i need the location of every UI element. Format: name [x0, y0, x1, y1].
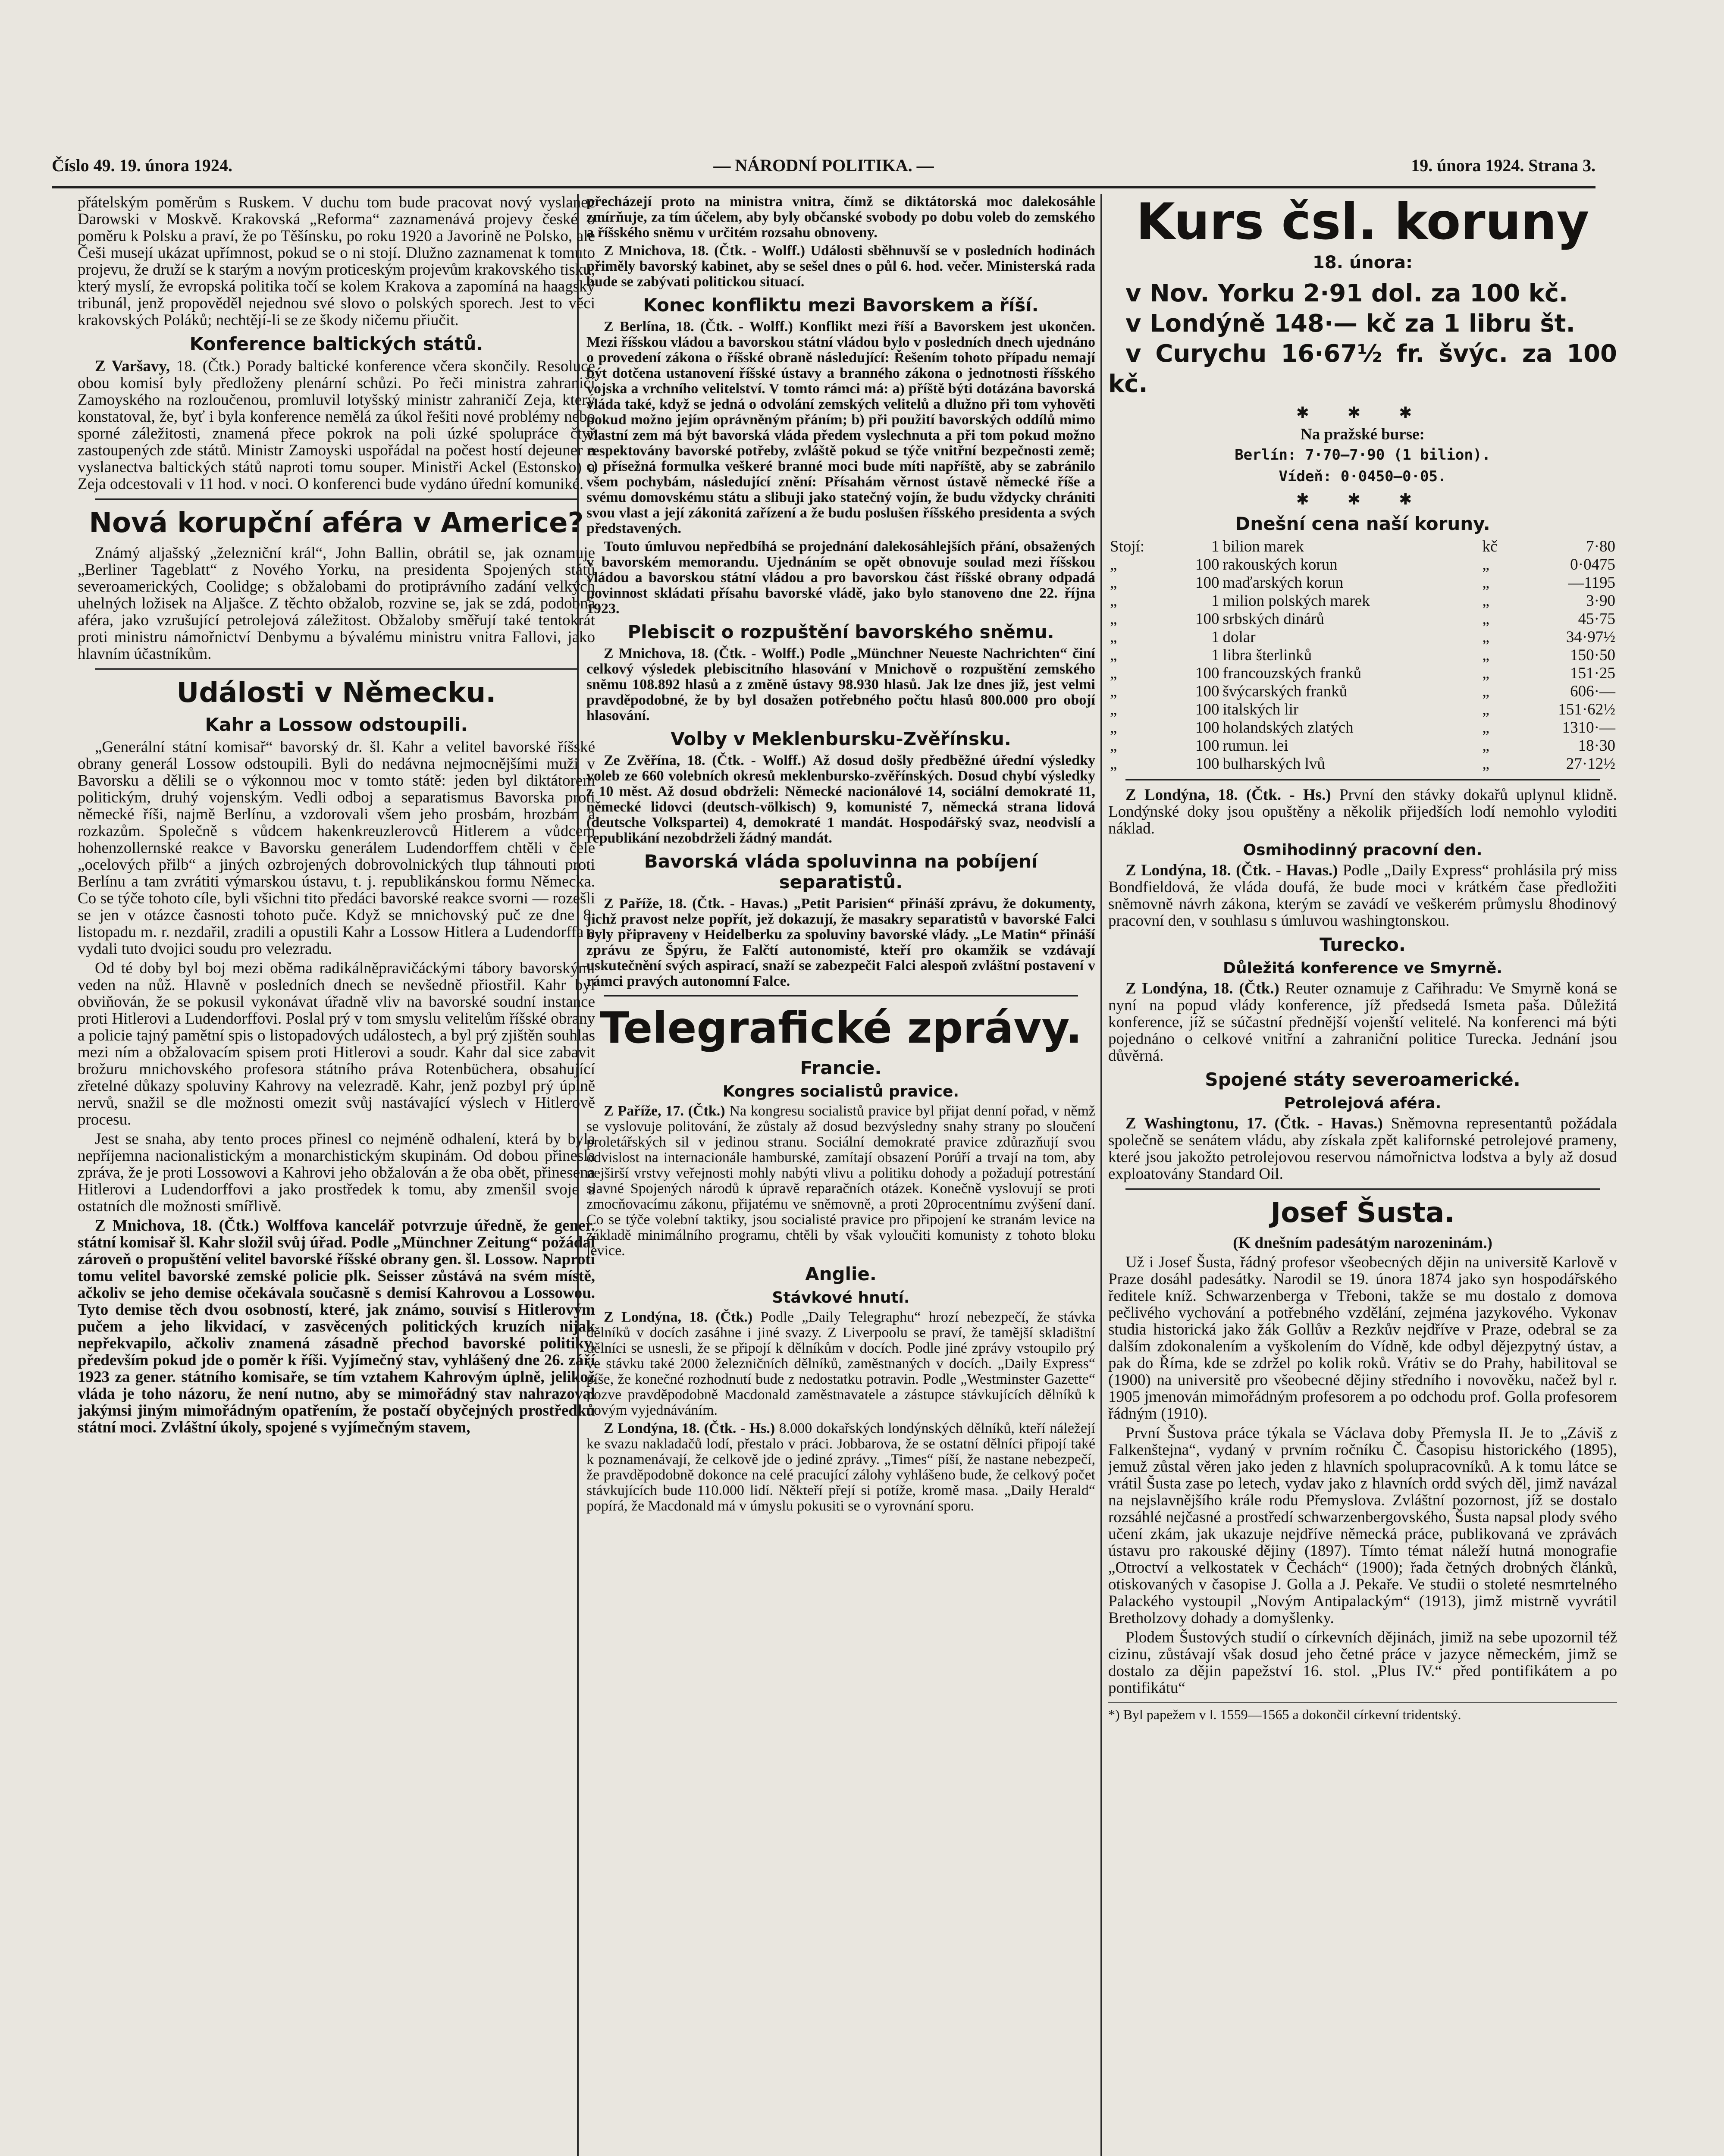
article-text: Touto úmluvou nepředbíhá se projednání dalekosáhlejších přání, obsažených v bavorském memorandu. Ujednáním se opět obnovuje soulad mezi říšskou vládou a bavorskou státní vládou a pro bavorskou část říšské obrany odpadá povinnost skládati přísahu bavorské vládě, jako bylo stanoveno dne 22. října 1923. — [586, 539, 1095, 617]
table-row: „ 100 rakouských korun „ 0·0475 — [1110, 556, 1615, 573]
article-text — [586, 319, 1095, 536]
divider — [604, 995, 1078, 997]
kurs-title: Kurs čsl. koruny — [1136, 194, 1589, 251]
rate-berlin: Berlín: 7·70—7·90 (1 bilion). — [1235, 446, 1491, 464]
article-body: Konflikt mezi říší a Bavorskem jest ukončen. Mezi říšskou vládou a bavorskou státní vládou bylo v posledních dnech ujednáno o provedení zákona o říšské obraně následující: Řešením tohoto případu nemají být dotčena ustanovení říšské ústavy a branného zákona o jednotnosti říšského vojska a vrchního velitelství. V tomto rámci má: a) příště býti dotázána bavorská vláda také, když se jedná o odvolání zemských velitelů a dlužno při tom vyhověti pokud možno jejím oprávněným přáním; b) při použití bavorských oddílů mimo vlastní zem má být bavorská vláda předem vyslechnuta a při tom pokud možno respektovány bavorské potřeby, zvláště pokud se týče vnitřní bezpečnosti země; c) přísežná formulka veškeré branné moci bude míti napříště, aby se zabránilo všem pochybám, následující znění: Přísahám věrnost ústavě německé říše a svému domovskému státu a slibuji jako statečný vojín, že budu vždycky chrániti svou vlast a její zákonitá zařízení a že budu poslušen říšského presidenta a svých představených. — [586, 319, 1095, 536]
divider — [95, 668, 578, 670]
currency-table — [1108, 538, 1617, 773]
table-row: „ 100 italských lir „ 151·62½ — [1110, 701, 1615, 718]
header-page: 19. února 1924. Strana 3. — [1411, 156, 1595, 175]
table-row: „ 100 rumun. lei „ 18·30 — [1110, 737, 1615, 755]
article-body: Wolffova kancelář potvrzuje úředně, že gener. státní komisař šl. Kahr složil svůj úřad. Podle „Münchner Zeitung“ požádal zároveň o propuštění velitel bavorské říšské obrany gen. šl. Lossow. Naproti tomu velitel bavorské zemské policie plk. Seisser zůstává na svém místě, ačkoliv se jeho demise očekávala současně s demisí Kahrovou a Lossowou. Tyto demise těch dvou osobností, které, jak známo, souvisí s Hitlerovým pučem a jeho likvidací, v zasvěcených politických kruzích nijak nepřekvapilo, ačkoliv znamená zásadně přechod bavorské politiky, především pokud jde o poměr k říši. Vyjímečný stav, vyhlášený dne 26. září 1923 za gener. státního komisaře, se tím vztahem Kahrovým úplně, jelikož vláda je toho názoru, že není nutno, aby se mimořádný stav nahrazoval jakýmsi jiným mimořádným opatřením, že postačí obyčejných prostředků státní moci. Zvláštní úkoly, spojené s vyjímečným stavem, — [78, 1217, 595, 1436]
article-text: Od té doby byl boj mezi oběma radikálněpravičáckými tábory bavorskými veden na nůž. Hlavně v posledních dnech se nevšedně přiostřil. Kahr byl obviňován, že se pokusil vykonávat úřadně vliv na bavorské soudní instance proti Hitlerovi a Ludendorffovi. Poslal prý v tom smyslu velitelům říšské obrany a policie tajný pamětní spis o listopadových událostech, a byl prý zjištěn souhlas mezi ním a obžalovacím spisem proti Hitlerovi a soudr. Kahr dal sice zabavit brožuru mnichovského profesora státního práva Rotenbüchera, obsahující zřetelné důkazy spoluviny Kahrovy na velezradě. Kahr, jenž pozbyl prý úplně nervů, snažil se dle možnosti omezit svůj nastávající výslech v Hitlerově procesu. — [78, 959, 595, 1128]
table-row: „ 1 dolar „ 34·97½ — [1110, 628, 1615, 646]
divider — [95, 498, 578, 500]
article-text — [586, 1103, 1095, 1259]
headline-turecko: Turecko. — [1320, 934, 1406, 955]
article-body: První den stávky dokařů uplynul klidně. Londýnské doky jsou opuštěny a několik přijedších lodí nemohlo vyloditi náklad. — [1108, 786, 1617, 837]
headline-spojene-staty: Spojené státy severoamerické. — [1205, 1069, 1520, 1090]
subhead-stavka: Stávkové hnutí. — [772, 1289, 910, 1307]
dateline: Z Londýna, 18. (Čtk. - Havas.) — [1125, 862, 1338, 879]
header-rule — [52, 186, 1595, 188]
article-text: „Generální státní komisař“ bavorský dr. šl. Kahr a velitel bavorské říšské obrany generál Lossow odstoupili. Byli do nedávna nejmocnějšími muži v Bavorsku a dělili se o výkonnou moc v tomto státě: jeden byl diktátorem politickým, druhý vojenským. Vedli odboj a separatismus Bavorska proti německé říši, najmě Berlínu, a vzdorovali všem jeho prosbám, hrozbám a rozkazům. Společně s vůdcem hakenkreuzlerovců Hitlerem a vůdcem hohenzollernské reakce v Bavorsku generálem Ludendorffem chtěli v čele „ocelových přilb“ a jiných ozbrojených dobrovolnických tlup táhnouti proti Berlínu a tam zvrátiti výmarskou ústavu, t. j. republikánskou formu Německa. Co se týče tohoto cíle, byli všichni tito předáci bavorské reakce svorni — rozešli se jen v otázce časnosti tohoto puče. Když se mnichovský puč ze dne 8. listopadu m. r. nezdařil, zradili a opustili Kahr a Lossow Hitlera a Ludendorffa a vydali tuto dvojici soudu pro velezradu. — [78, 738, 595, 958]
article-body: Podle „Daily Telegraphu“ hrozí nebezpečí, že stávka dělníků v docích zasáhne i jiné svazy. Z Liverpoolu se praví, že tamější skladištní dělníci se usnesli, že se připojí k dělníkům v docích. Podle jiné zprávy vstoupilo prý ve stávku také 2000 železničních dělníků, zaměstnaných v docích. „Daily Express“ píše, že konečné rozhodnutí bude z nedostatku potravin. Podle „Westminster Gazette“ pozve pravděpodobně Macdonald zaměstnavatele a zástupce stávkujících dělníků k novým vyjednáváním. — [586, 1309, 1095, 1418]
subhead-osmihodinny: Osmihodinný pracovní den. — [1243, 841, 1483, 859]
headline-susta: Josef Šusta. — [1270, 1197, 1455, 1229]
headline-baltic: Konference baltických států. — [189, 333, 483, 354]
article-body: „Petit Parisien“ přináší zprávu, že dokumenty, jichž pravost nelze popřít, jež dokazují, že masakry separatistů v bavorské Falci byly připraveny v Heidelberku za spoluviny bavorské vlády. „Le Matin“ přináší zprávu ze Špýru, že Falčtí autonomisté, kteří pro okamžik se vzdávají uskutečnění svých aspirací, snaží se zabezpečit Falci alespoň zvláštní postavení v rámci pravých autonomní Falce. — [586, 896, 1095, 989]
dateline: Z Paříže, 18. (Čtk. - Havas.) — [604, 896, 788, 912]
article-text — [1108, 980, 1617, 1064]
headline-plebiscit: Plebiscit o rozpuštění bavorského sněmu. — [627, 621, 1054, 642]
article-body: Podle „Münchner Neueste Nachrichten“ činí celkový výsledek plebiscitního hlasování v Mnichově o rozpuštění zemského sněmu 108.892 hlasů a z změně ústavy 98.930 hlasů. Jak lze dnes již, jest velmi pravděpodobné, že by byl dosažen potřebného počtu hlasů 800.000 pro obojí hlasování. — [586, 646, 1095, 724]
subhead-kongres: Kongres socialistů pravice. — [722, 1083, 959, 1100]
article-text: První Šustova práce týkala se Václava doby Přemysla II. Je to „Záviš z Falkenštejna“, vydaný v prvním ročníku Č. Časopisu historického (1895), jemuž zůstal věren jako jeden z hlavních spolupracovníků. A k tomu látce se vrátil Šusta zase po letech, vydav jako z hlavních ordd svých děl, jimž navázal na nejslavnějšího krále rodu Přemyslova. Zvláštní pozornost, jíž se dostalo rozsáhlé nejčasné a prostředí schwarzenbergovského, Šusta napsal plody svého učení zkám, jak ukazuje nejdříve německá práce, publikovaná ve zprávách ústavu pro rakouské dějiny (1897). Tímto témat náleží hutná monografie „Otroctví a velkostatek v Čechách“ (1900); řada četných drobných článků, otiskovaných v časopise J. Golla a J. Pekaře. Ve studii o stoleté nesmrtelného Palackého vystoupil „Novým Antipalackým“ (1913), jimž mistrně vyvrátil Bretholzovy dohady a domyšlenky. — [1108, 1424, 1617, 1627]
dateline: Z Berlína, 18. (Čtk. - Wolff.) — [604, 319, 793, 335]
table-row: „ 1 milion polských marek „ 3·90 — [1110, 592, 1615, 610]
divider — [1125, 1188, 1600, 1190]
article-text: Už i Josef Šusta, řádný profesor všeobecných dějin na universitě Karlově v Praze dosáhl padesátky. Narodil se 19. února 1874 jako syn hospodářského ředitele kníž. Schwarzenberga v Třeboni, takže se mu dostalo z domova pečlivého vychování a potřebného vzdělání, zejména jazykového. Vykonav studia historická jako žák Gollův a Rezkův nejdříve v Praze, odebral se za dalším zdokonalením a vyškolením do Vídně, kde odbyl dějezpytný ústav, a pak do Říma, kde se zdržel po kolik roků. Vrátiv se do Prahy, habilitoval se (1900) na universitě pro všeobecné dějiny středního i novověku, načež byl r. 1905 jmenován mimořádným profesorem a po odchodu prof. Golla profesorem řádným (1910). — [1108, 1253, 1617, 1423]
headline-separatiste: Bavorská vláda spoluvinna na pobíjení separatistů. — [644, 851, 1038, 893]
article-text: přátelským poměrům s Ruskem. V duchu tom bude pracovat nový vyslanec Darowski v Moskvě. Krakovská „Reforma“ zaznamenává projevy české o poměru k Polsku a praví, že po Těšínsku, po roku 1920 a Javorině ne Polsko, ale Češi musejí ukázat upřímnost, pokud se o ni stojí. Dlužno zaznamenat k tomuto projevu, že druží se k starým a novým proticeským projevům krakovského tisku, který myslí, že evropská politika točí se kolem Krakova a zapomíná na haagský tribunál, jenž propověděl nejednou své slovo o polských sporech. Jest to věci krakovských Poláků; nechtějí-li se ze škody ničemu přiučit. — [78, 194, 595, 329]
subhead-kahr: Kahr a Lossow odstoupili. — [205, 714, 468, 735]
table-row: „ 100 bulharských lvů „ 27·12½ — [1110, 755, 1615, 773]
article-text: Známý aljašský „železniční král“, John Ballin, obrátil se, jak oznamuje „Berliner Tageblatt“ z Nového Yorku, na presidenta Spojených států severoamerických, Coolidge; s obžalobami do protiprávního zadání velkých uhelných ložisek na Aljašce. Z těchto obžalob, rozvine se, jak se zdá, podobná aféra, jako vzrušující petrolejová záležitost. Obžaloby směřují také tentokrát proti ministru námořnictví Denbymu a bývalému ministru vnitra Fallovi, jako hlavním účastníkům. — [78, 544, 595, 663]
article-text: přecházejí proto na ministra vnitra, čímž se diktátorská moc dalekosáhle zmírňuje, za tím účelem, aby byly občanské svobody po dobu voleb do zemského a říšského sněmu v určitém rozsahu obnoveny. — [586, 194, 1095, 241]
rate-zurich: v Curychu 16·67½ fr. švýc. za 100 kč. — [1108, 340, 1617, 398]
dateline: Z Paříže, 17. (Čtk.) — [604, 1103, 725, 1119]
article-body: Reuter oznamuje z Cařihradu: Ve Smyrně koná se nyní na popud vlády konference, jíž předsedá Ismeta paša. Důležitá konference, jíž se súčastní přednější vojenští velitelé. Na konferenci má býti pojednáno o celkové vnitřní a zahraniční politice Turecka. Jednání jsou důvěrná. — [1108, 980, 1617, 1065]
article-text — [586, 753, 1095, 846]
rate-vienna: Vídeň: 0·0450—0·05. — [1279, 468, 1447, 485]
column-divider — [1100, 194, 1102, 2156]
stoji-label: Stojí: — [1110, 538, 1145, 555]
article-text — [586, 646, 1095, 724]
header-masthead: — NÁRODNÍ POLITIKA. — — [713, 156, 934, 175]
subhead-konference: Důležitá konference ve Smyrně. — [1223, 959, 1502, 977]
subhead-francie: Francie. — [800, 1057, 882, 1078]
article-body: Sněmovna representantů požádala společně se senátem vládu, aby získala zpět kalifornské petrolejové prameny, které jsou jakožto petrolejovou reservou námořnictva lodstva a byly až dosud exploatovány Standard Oil. — [1108, 1115, 1617, 1183]
article-text — [1108, 862, 1617, 929]
star-divider: ✱ ✱ ✱ — [1296, 491, 1429, 508]
article-body: 18. (Čtk.) Porady baltické konference včera skončily. Resoluce obou komisí byly předloženy plenární schůzi. Po řeči ministra zahraničí Zamoyského na rozloučenou, promluvil lotyšský ministr zahraničí Zeja, který konstatoval, že, byť i byla konference nemělá za úkol řešiti nové problémy nebo sporné záležitosti, znamená přece pokrok na poli úzké spolupráce čtyř zastoupených zde států. Ministr Zamoyski uspořádal na počest hostí dejeuner a vyslanectva baltických států naproti tomu souper. Ministři Ackel (Estonsko) a Zeja odcestovali v 11 hod. v noci. O konferenci bude vydáno úřední komuniké. — [78, 357, 595, 493]
article-text — [586, 896, 1095, 989]
article-text — [78, 358, 595, 492]
headline-konflikt: Konec konfliktu mezi Bavorskem a říší. — [643, 295, 1039, 316]
table-row: „ 100 francouzských franků „ 151·25 — [1110, 664, 1615, 682]
dateline: Z Londýna, 18. (Čtk. - Hs.) — [604, 1420, 775, 1436]
article-body: Události sběhnuvší se v posledních hodinách přiměly bavorský kabinet, aby se sešel dnes o půl 6. hod. večer. Ministerská rada bude se zabývati politickou situací. — [586, 243, 1095, 290]
subhead-anglie: Anglie. — [805, 1263, 877, 1285]
article-body: Na kongresu socialistů pravice byl přijat denní pořad, v němž se vyslovuje politování, že zůstaly až dosud bezvýsledny snahy strany po sloučení proletářských sil v jedinou stranu. Sociální demokraté pravice zdůrazňují svou odvislost na internacionále hamburské, zamítají obsazení Porúří a trvají na tom, aby nejširší vrstvy veřejnosti mohly nabýti vlivu a politiku dohody a požadují potrestání slavné Spojených národů k úpravě reparačních otázek. Konečně vyslovují se proti zmocňovacímu zákonu, přijatému ve sněmovně, a proti 20procentnímu zvýšení daní. Co se týče volební taktiky, jsou socialisté pravice pro připojení ke stranám levice na základě minimálního programu, chtěli by však vyloučiti komunisty z tohoto bloku levice. — [586, 1103, 1095, 1259]
article-body: Až dosud došly předběžné úřední výsledky voleb ze 660 volebních okresů meklenbursko-zvěřínských. Dosud chybí výsledky z 10 měst. Až dosud obdrželi: Německé nacionálové 14, sociální demokraté 11, německé lidovci (deutsch-völkisch) 9, komunisté 7, německá strana lidová (deutsche Volkspartei) 4, demokraté 1 mandát. Hospodářský svaz, neodvislí a republikání nezobdrželi žádný mandát. — [586, 752, 1095, 846]
headline-nemecko: Události v Německu. — [176, 677, 496, 709]
article-text: Jest se snaha, aby tento proces přinesl co nejméně odhalení, která by byla nepříjemna nacionalistickým a monarchistickým skupinám. Od dobou přinesla zpráva, že je proti Lossowovi a Kahrovi jeho obžalován a že oba obět, přinesena Hitlerovi a Ludendorffovi a jako prostředek k tomu, aby zmenšil svoje a ostatních dle možnosti smířlivě. — [78, 1130, 595, 1215]
article-text — [1108, 787, 1617, 837]
subhead-petrolej: Petrolejová aféra. — [1284, 1094, 1442, 1112]
dateline: Z Mnichova, 18. (Čtk. - Wolff.) — [604, 646, 805, 661]
divider — [1125, 779, 1600, 780]
column-1 — [78, 194, 595, 2156]
table-row: „ 100 srbských dinárů „ 45·75 — [1110, 610, 1615, 628]
page-header — [52, 155, 1595, 181]
table-row: „ 100 maďarských korun „ —1195 — [1110, 574, 1615, 592]
burza-label: Na pražské burse: — [1301, 426, 1425, 443]
article-text — [586, 1310, 1095, 1418]
dateline: Ze Zvěřína, 18. (Čtk. - Wolff.) — [604, 752, 806, 768]
column-3 — [1108, 194, 1617, 2156]
dateline: Z Varšavy, — [95, 357, 170, 375]
dateline: Z Londýna, 18. (Čtk.) — [1125, 980, 1279, 997]
star-divider: ✱ ✱ ✱ — [1296, 404, 1429, 421]
dateline: Z Londýna, 18. (Čtk. - Hs.) — [1125, 786, 1331, 804]
column-2 — [586, 194, 1095, 2156]
footnote: *) Byl papežem v l. 1559—1565 a dokončil církevní tridentský. — [1108, 1702, 1617, 1722]
dateline: Z Mnichova, 18. (Čtk.) — [95, 1217, 259, 1235]
table-row: Stojí: 1 bilion marek kč 7·80 — [1108, 538, 1617, 556]
article-body: 8.000 dokařských londýnských dělníků, kteří náležejí ke svazu nakladačů lodí, přestalo v práci. Jobbarova, že se ostatní dělníci připojí také k poznamenávají, že celkově jde o jediné zprávy. „Times“ píší, že nastane nebezpečí, že pravděpodobně dokonce na celé pracující zálohy vyhlášeno bude, že celkový počet stávkujících bude 110.000 lidí. Někteří přejí si potíže, kromě masa. „Daily Herald“ popírá, že Macdonald má v úmyslu pokusiti se o vyrovnání sporu. — [586, 1420, 1095, 1514]
rate-new-york: v Nov. Yorku 2·91 dol. za 100 kč. — [1125, 279, 1568, 307]
rate-london: v Londýně 148·— kč za 1 libru št. — [1125, 310, 1575, 338]
dateline: Z Londýna, 18. (Čtk.) — [604, 1309, 753, 1325]
table-row: „ 100 holandských zlatých „ 1310·— — [1110, 719, 1615, 736]
headline-telegraf: Telegrafické zprávy. — [599, 1003, 1082, 1053]
article-text — [78, 1217, 595, 1436]
article-text — [586, 243, 1095, 290]
susta-subtitle: (K dnešním padesátým narozeninám.) — [1233, 1234, 1492, 1252]
headline-volby: Volby v Meklenbursku-Zvěřínsku. — [671, 728, 1011, 749]
header-issue: Číslo 49. 19. února 1924. — [52, 156, 232, 175]
dateline: Z Mnichova, 18. (Čtk. - Wolff.) — [604, 243, 806, 259]
article-text — [1108, 1115, 1617, 1182]
article-text: Plodem Šustových studií o církevních dějinách, jimiž na sebe upozornil též cizinu, zůstávají však dosud jeho četné práce v jazyce německém, jimž se dostalo za dějin papežství 16. stol. „Plus IV.“ před pontifikátem a po pontifikátu“ — [1108, 1629, 1617, 1697]
article-text — [586, 1421, 1095, 1514]
headline-afera: Nová korupční aféra v Americe? — [89, 507, 584, 539]
table-row: „ 100 švýcarských franků „ 606·— — [1110, 683, 1615, 700]
table-row: „ 1 libra šterlinků „ 150·50 — [1110, 646, 1615, 664]
headline-cena: Dnešní cena naší koruny. — [1235, 513, 1490, 534]
kurs-date: 18. února: — [1313, 253, 1413, 273]
dateline: Z Washingtonu, 17. (Čtk. - Havas.) — [1125, 1115, 1383, 1132]
article-body: Podle „Daily Express“ prohlásila prý miss Bondfieldová, že vláda doufá, že bude moci v krátkém čase předložiti sněmovně návrh zákona, kterým se zavádí ve veškerém průmyslu 8hodinový pracovní den, v souhlasu s úmluvou washingtonskou. — [1108, 862, 1617, 930]
